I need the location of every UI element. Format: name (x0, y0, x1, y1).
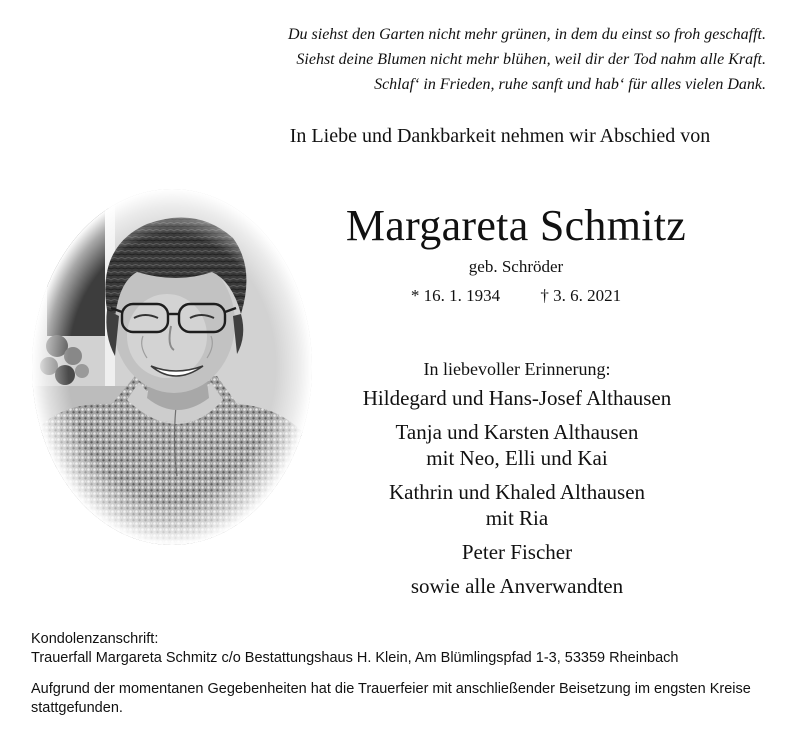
mourner-line: Tanja und Karsten Althausen (395, 420, 639, 444)
memory-heading: In liebevoller Erinnerung: (423, 359, 611, 379)
deceased-name: Margareta Schmitz (345, 201, 687, 250)
funeral-notice: Aufgrund der momentanen Gegebenheiten hat die Trauerfeier mit anschließender Beisetzung im engsten Kreise stattgefunden. (31, 681, 751, 716)
condolence-label: Kondolenzanschrift: (31, 631, 159, 647)
mourner-line: sowie alle Anverwandten (410, 574, 624, 598)
mourner-line: mit Ria (485, 506, 549, 530)
mourner-line: Hildegard und Hans-Josef Althausen (362, 386, 672, 410)
poem-line: Schlaf‘ in Frieden, ruhe sanft und hab‘ für alles vielen Dank. (374, 76, 766, 93)
maiden-name: geb. Schröder (468, 257, 564, 276)
mourner-line: Kathrin und Khaled Althausen (388, 480, 646, 504)
condolence-address: Trauerfall Margareta Schmitz c/o Bestattungshaus H. Klein, Am Blümlingspfad 1-3, 53359 Rheinbach (31, 650, 679, 666)
mourner-line: mit Neo, Elli und Kai (426, 446, 608, 470)
death-date: † 3. 6. 2021 (540, 286, 622, 305)
portrait-photo (27, 186, 317, 548)
life-dates (316, 286, 716, 306)
farewell-intro: In Liebe und Dankbarkeit nehmen wir Abschied von (289, 125, 711, 147)
mourners-list (317, 357, 717, 599)
footer (31, 630, 791, 718)
birth-date: * 16. 1. 1934 (410, 286, 501, 305)
memorial-poem (146, 22, 766, 97)
mourner-line: Peter Fischer (461, 540, 573, 564)
poem-line: Siehst deine Blumen nicht mehr blühen, weil dir der Tod nahm alle Kraft. (296, 51, 766, 68)
poem-line: Du siehst den Garten nicht mehr grünen, in dem du einst so froh geschafft. (287, 26, 766, 43)
